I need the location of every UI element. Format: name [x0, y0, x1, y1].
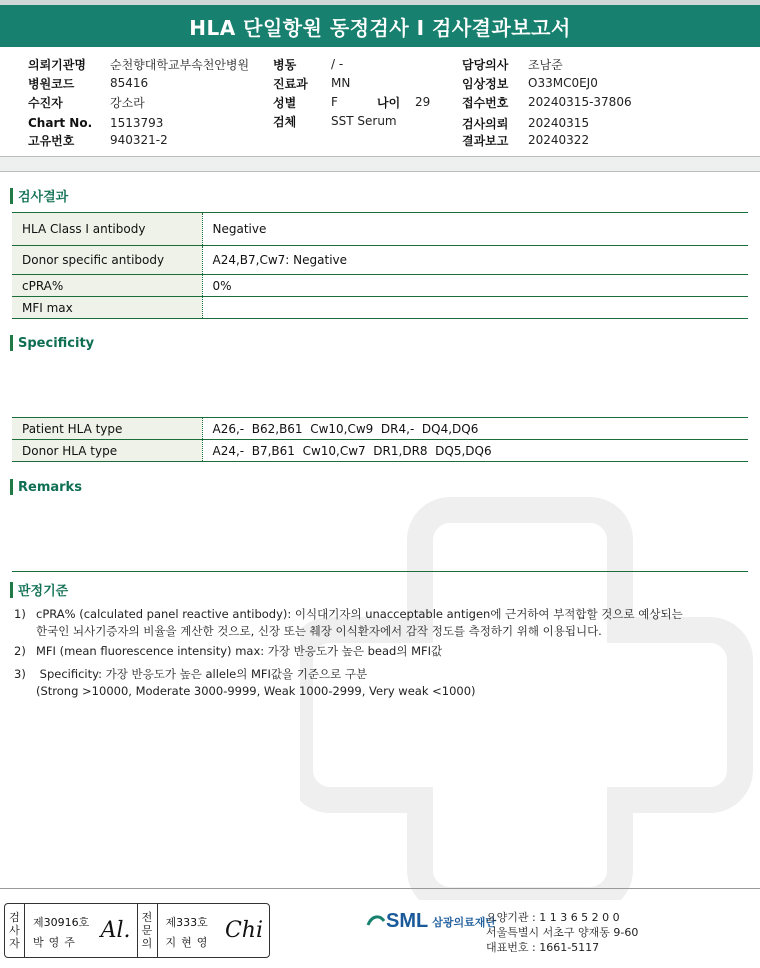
criteria-item [14, 606, 683, 640]
specialist-name: 지현영 [165, 936, 213, 949]
criteria-text: (Strong >10000, Moderate 3000-9999, Weak 1000-2999, Very weak <1000) [36, 684, 476, 698]
org-code: 요양기관 : 1 1 3 6 5 2 0 0 [486, 911, 620, 924]
sml-logo-icon [366, 913, 386, 931]
meta-label: 담당의사 [462, 57, 509, 72]
examiner-label: 검 사 자 [5, 904, 25, 957]
examiner-license: 제30916호 [33, 916, 90, 929]
section-criteria [10, 580, 68, 599]
meta-label: 의뢰기관명 [28, 57, 86, 72]
meta-value: F [331, 95, 338, 109]
hla-value: A26,- B62,B61 Cw10,Cw9 DR4,- DQ4,DQ6 [202, 418, 748, 440]
examiner-signature: Al. [100, 918, 131, 943]
age-label: 나이 [377, 95, 401, 110]
meta-label: 진료과 [273, 76, 308, 91]
meta-label: 성별 [273, 95, 297, 110]
signature-box [4, 903, 270, 958]
footer-divider [0, 888, 760, 889]
meta-value: SST Serum [331, 114, 397, 128]
criteria-text: 한국인 뇌사기증자의 비율을 계산한 것으로, 신장 또는 췌장 이식환자에서 감작 정도를 측정하기 위해 이용됩니다. [36, 624, 602, 638]
specialist-cell [158, 904, 270, 957]
hla-label: Donor HLA type [12, 440, 202, 462]
table-row [12, 213, 748, 246]
meta-label: 임상정보 [462, 76, 509, 91]
report-title: HLA 단일항원 동정검사 I 검사결과보고서 [189, 15, 571, 40]
meta-label: 고유번호 [28, 133, 75, 148]
meta-value: 20240315 [528, 116, 590, 130]
table-row [12, 440, 748, 462]
meta-value: 순천향대학교부속천안병원 [110, 57, 250, 72]
result-value: A24,B7,Cw7: Negative [202, 246, 748, 275]
org-phone: 대표번호 : 1661-5117 [486, 941, 600, 954]
section-remarks [10, 479, 82, 495]
section-results [10, 186, 68, 205]
specialist-signature: Chi [224, 918, 263, 943]
report-header [0, 5, 760, 47]
meta-col-2 [273, 56, 453, 152]
section-remarks-title: Remarks [18, 479, 82, 495]
meta-value: 1513793 [110, 116, 164, 130]
logo-mark: SML [386, 910, 429, 932]
meta-label: 검사의뢰 [462, 116, 509, 131]
result-value [202, 297, 748, 319]
hla-table [12, 417, 748, 462]
meta-divider [0, 171, 760, 172]
section-specificity [10, 335, 94, 351]
section-specificity-title: Specificity [18, 335, 95, 351]
result-label: Donor specific antibody [12, 246, 202, 275]
meta-value: MN [331, 76, 351, 90]
remarks-rule [12, 571, 748, 572]
table-row [12, 246, 748, 275]
meta-value: 20240322 [528, 133, 590, 147]
meta-value: 940321-2 [110, 133, 168, 147]
results-table [12, 212, 748, 319]
table-row [12, 275, 748, 297]
criteria-text: MFI (mean fluorescence intensity) max: 가장 반응도가 높은 bead의 MFI값 [36, 644, 443, 658]
meta-label: 접수번호 [462, 95, 509, 110]
meta-value: 20240315-37806 [528, 95, 632, 109]
table-row [12, 418, 748, 440]
age-value: 29 [415, 95, 431, 109]
criteria-item [14, 666, 476, 700]
examiner-cell [25, 904, 138, 957]
criteria-text: Specificity: 가장 반응도가 높은 allele의 MFI값을 기준으로 구분 [36, 667, 368, 681]
result-label: cPRA% [12, 275, 202, 297]
meta-label: 병원코드 [28, 76, 75, 91]
hla-value: A24,- B7,B61 Cw10,Cw7 DR1,DR8 DQ5,DQ6 [202, 440, 748, 462]
logo-name: 삼광의료재단 [432, 915, 496, 929]
section-results-title: 검사결과 [18, 190, 69, 205]
meta-shade [0, 157, 760, 171]
meta-label: 검체 [273, 114, 297, 129]
result-value: 0% [202, 275, 748, 297]
meta-label: 수진자 [28, 95, 63, 110]
criteria-item [14, 643, 442, 660]
specialist-label: 전 문 의 [138, 904, 158, 957]
result-label: MFI max [12, 297, 202, 319]
meta-col-3 [462, 56, 752, 152]
org-address: 서울특별시 서초구 양재동 9-60 [486, 926, 639, 939]
criteria-num: 1) [14, 607, 26, 621]
criteria-num: 2) [14, 644, 26, 658]
org-info [486, 910, 638, 955]
meta-value: O33MC0EJ0 [528, 76, 598, 90]
table-row [12, 297, 748, 319]
criteria-text: cPRA% (calculated panel reactive antibody): 이식대기자의 unacceptable antigen에 근거하여 부적합할 것으로 예상되는 [36, 607, 683, 621]
meta-label: Chart No. [28, 116, 93, 130]
result-label: HLA Class I antibody [12, 213, 202, 246]
meta-value: 강소라 [110, 95, 145, 110]
meta-value: 조남준 [528, 57, 563, 72]
section-criteria-title: 판정기준 [18, 584, 69, 599]
criteria-num: 3) [14, 667, 26, 681]
meta-value: 85416 [110, 76, 149, 90]
specialist-license: 제333호 [165, 916, 208, 929]
meta-col-1 [28, 56, 268, 152]
meta-label: 결과보고 [462, 133, 509, 148]
hla-label: Patient HLA type [12, 418, 202, 440]
sml-logo [366, 910, 496, 933]
meta-label: 병동 [273, 57, 297, 72]
examiner-name: 박영주 [33, 936, 80, 949]
meta-value: / - [331, 57, 344, 71]
result-value: Negative [202, 213, 748, 246]
